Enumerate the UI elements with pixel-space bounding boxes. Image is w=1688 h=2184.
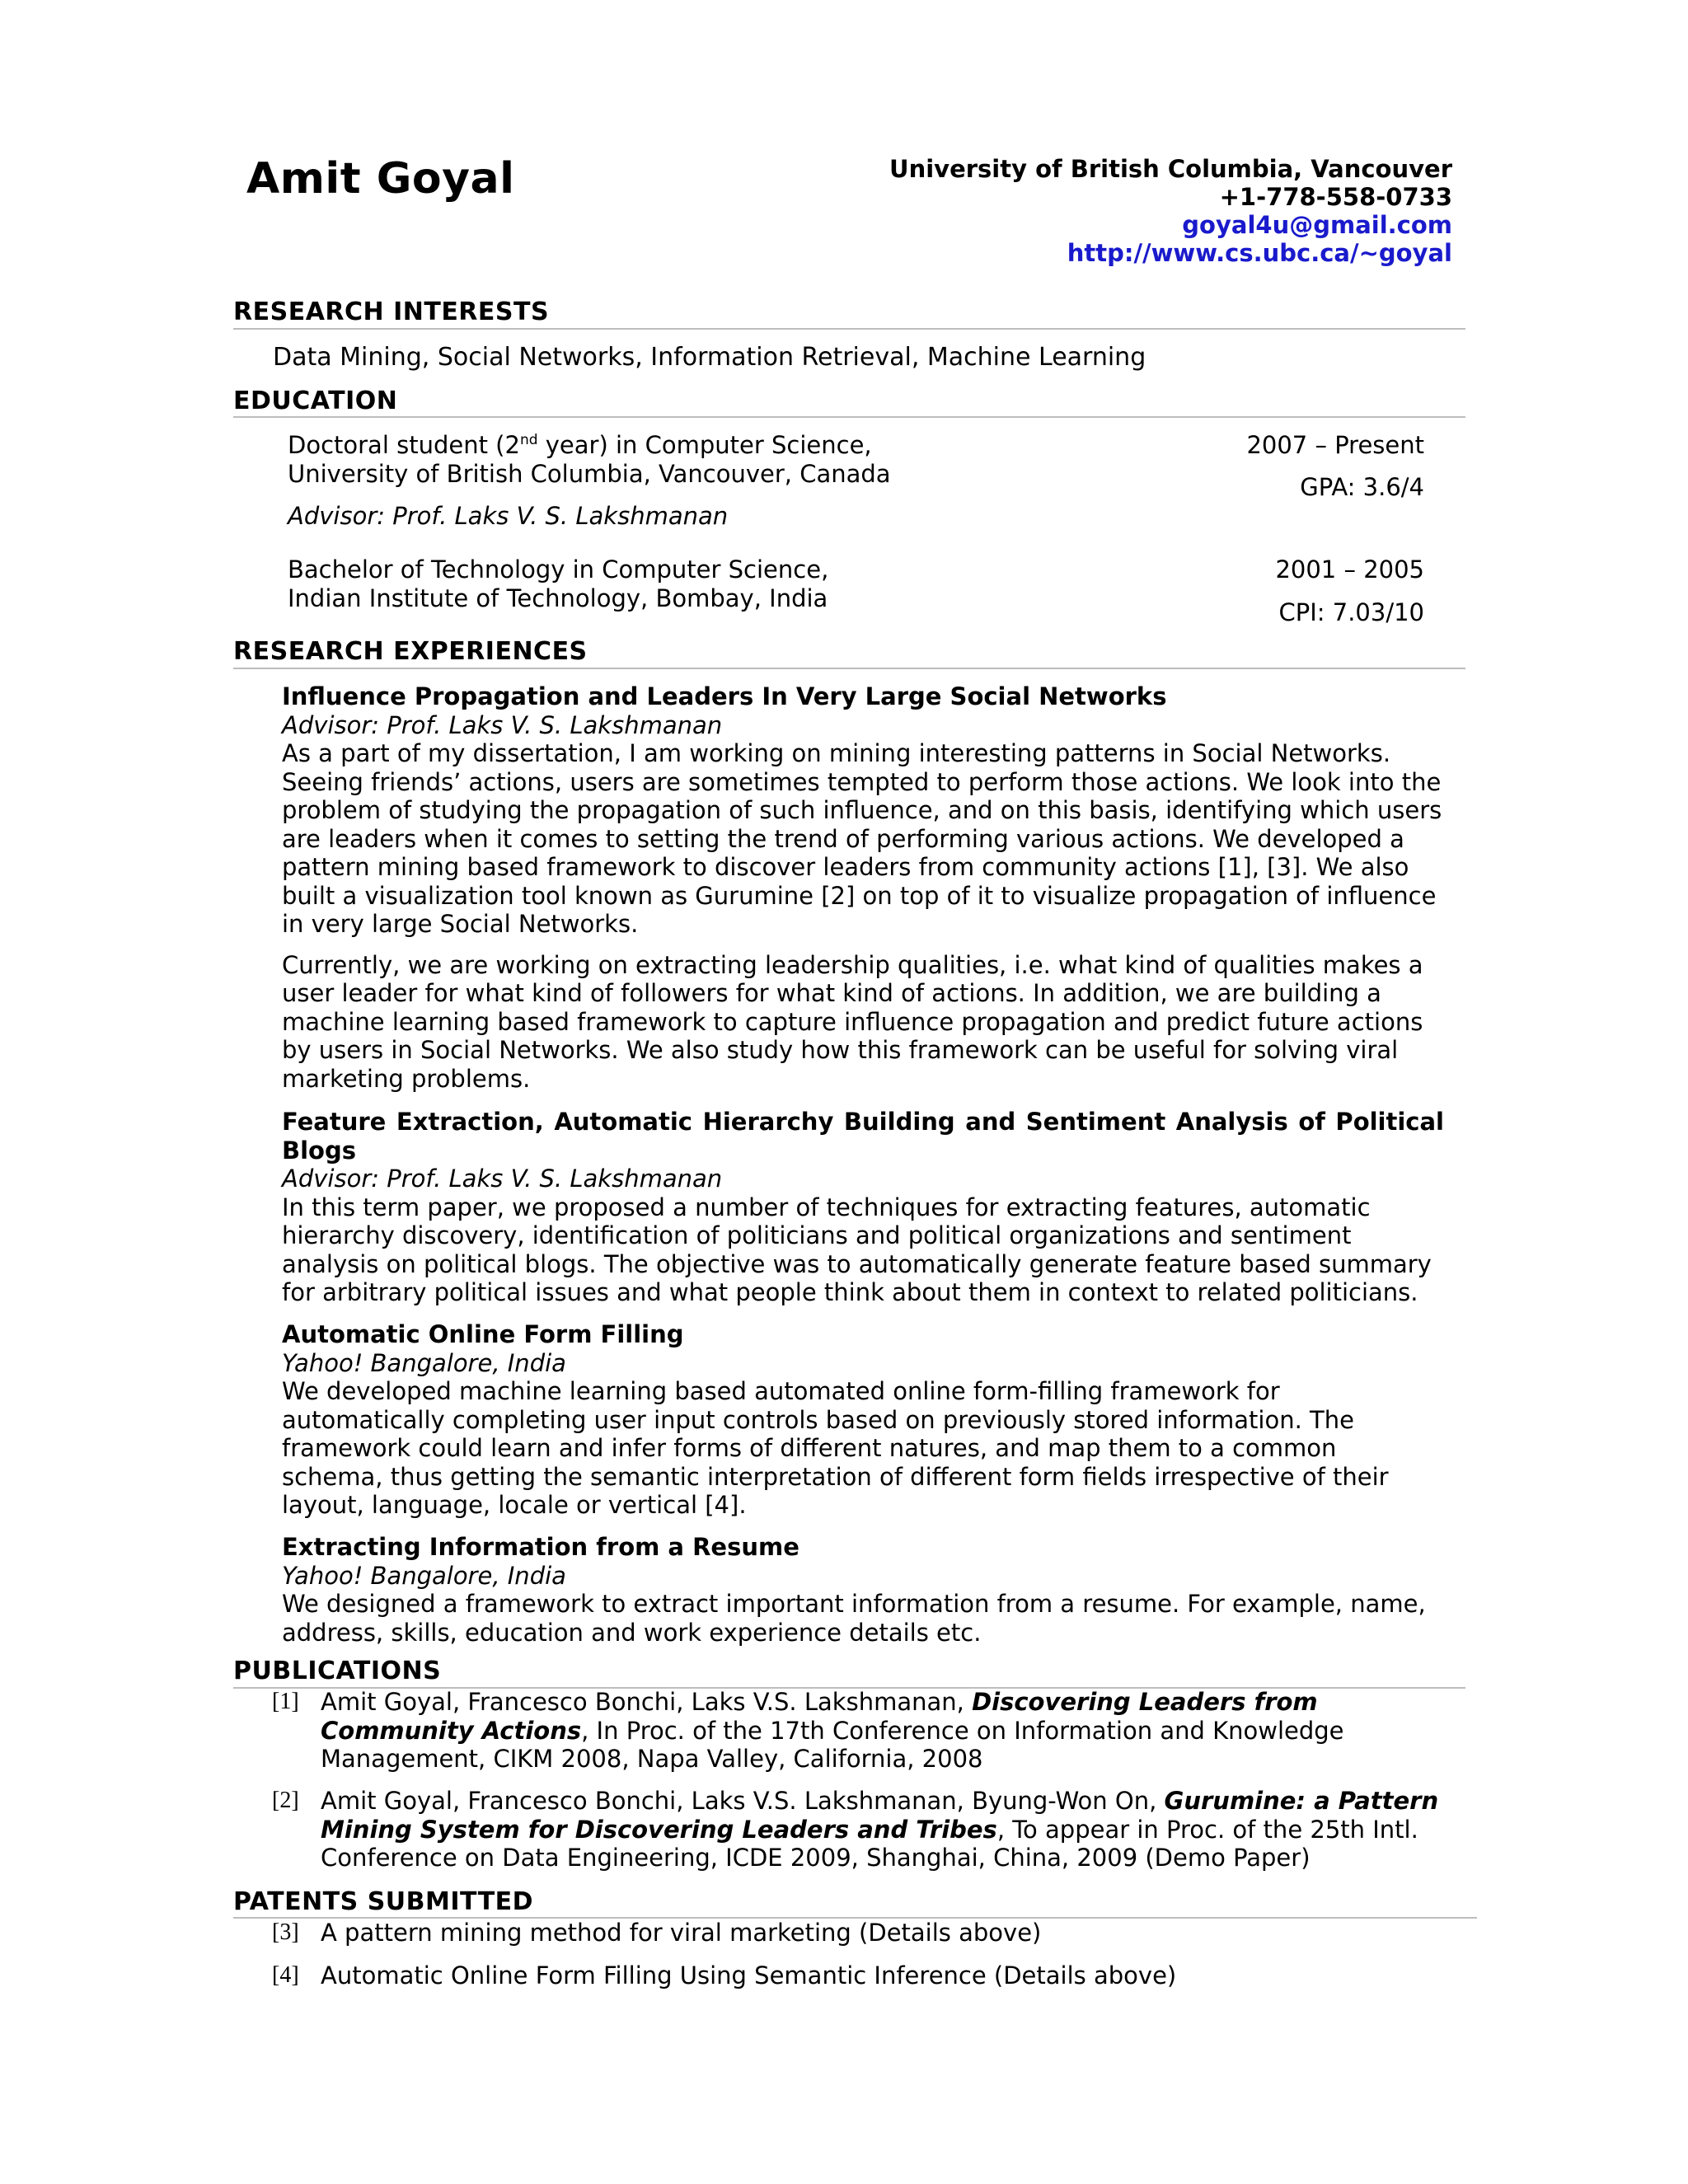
phd-gpa: GPA: 3.6/4 bbox=[1300, 473, 1424, 501]
patent-text: Automatic Online Form Filling Using Semantic Inference (Details above) bbox=[321, 1961, 1177, 1990]
experience-description: As a part of my dissertation, I am working on mining interesting patterns in Social Networks. Seeing friends’ actions, users are sometimes tempted to perform those actions. We look into the problem of studying the propagation of such influence, and on this basis, identifying which users are leaders when it comes to setting the trend of performing various actions. We developed a pattern mining based framework to discover leaders from community actions [1], [3]. We also built a visualization tool known as Gurumine [2] on top of it to visualize propagation of influence in very large Social Networks. bbox=[282, 739, 1442, 938]
patent-text: A pattern mining method for viral marketing (Details above) bbox=[321, 1919, 1042, 1947]
btech-school: Indian Institute of Technology, Bombay, India bbox=[288, 583, 828, 612]
experience-political-blogs bbox=[282, 1108, 1444, 1319]
experience-affiliation: Yahoo! Bangalore, India bbox=[282, 1348, 566, 1377]
patent-number: [3] bbox=[272, 1919, 299, 1945]
patent-item bbox=[272, 1961, 1459, 1990]
publication-item bbox=[272, 1787, 1459, 1872]
education-btech bbox=[288, 555, 828, 612]
experience-description: Currently, we are working on extracting leadership qualities, i.e. what kind of qualities makes a user leader for what kind of followers for what kind of actions. In addition, we are building a machine learning based framework to capture influence propagation and predict future actions by users in Social Networks. We also study how this framework can be useful for solving viral marketing problems. bbox=[282, 950, 1423, 1093]
phd-dates: 2007 – Present bbox=[1246, 431, 1424, 459]
publication-item bbox=[272, 1688, 1459, 1774]
experience-title: Feature Extraction, Automatic Hierarchy Building and Sentiment Analysis of Political Blogs bbox=[282, 1108, 1444, 1165]
section-title-publications: PUBLICATIONS bbox=[233, 1657, 442, 1685]
research-interests-text: Data Mining, Social Networks, Information Retrieval, Machine Learning bbox=[273, 343, 1146, 372]
section-divider bbox=[233, 328, 1465, 330]
email-link[interactable]: goyal4u@gmail.com bbox=[1182, 211, 1452, 239]
experience-title: Extracting Information from a Resume bbox=[282, 1533, 799, 1561]
section-title-patents: PATENTS SUBMITTED bbox=[233, 1887, 534, 1916]
website-link[interactable]: http://www.cs.ubc.ca/~goyal bbox=[1067, 239, 1452, 267]
publication-title: Gurumine: a Pattern Mining System for Discovering Leaders and Tribes bbox=[321, 1787, 1439, 1844]
section-divider bbox=[233, 668, 1465, 669]
experience-advisor: Advisor: Prof. Laks V. S. Lakshmanan bbox=[282, 710, 723, 739]
patent-number: [4] bbox=[272, 1962, 299, 1988]
experience-description: We developed machine learning based automated online form-filling framework for automatically completing user input controls based on previously stored information. The framework could learn and infer forms of different natures, and map them to a common schema, thus getting the semantic interpretation of different form fields irrespective of their layout, language, locale or vertical [4]. bbox=[282, 1377, 1389, 1519]
btech-dates: 2001 – 2005 bbox=[1275, 555, 1424, 583]
btech-cpi: CPI: 7.03/10 bbox=[1278, 598, 1424, 626]
experience-description: We designed a framework to extract important information from a resume. For example, name, address, skills, education and work experience details etc. bbox=[282, 1590, 1426, 1647]
contact-block bbox=[889, 155, 1452, 267]
experience-form-filling bbox=[282, 1320, 1444, 1532]
experience-influence-propagation bbox=[282, 682, 1444, 1105]
education-phd bbox=[288, 431, 891, 531]
publication-title: Discovering Leaders from Community Actions bbox=[321, 1688, 1318, 1745]
experience-resume-extraction bbox=[282, 1533, 1444, 1659]
candidate-name: Amit Goyal bbox=[246, 154, 515, 204]
section-title-research-interests: RESEARCH INTERESTS bbox=[233, 298, 550, 326]
publication-number: [1] bbox=[272, 1689, 299, 1714]
patent-item bbox=[272, 1919, 1459, 1947]
phd-school: University of British Columbia, Vancouver, Canada bbox=[288, 459, 891, 488]
experience-advisor: Advisor: Prof. Laks V. S. Lakshmanan bbox=[282, 1165, 723, 1193]
affiliation: University of British Columbia, Vancouver bbox=[889, 155, 1452, 183]
publication-number: [2] bbox=[272, 1788, 299, 1813]
phone-number: +1-778-558-0733 bbox=[1219, 183, 1452, 211]
experience-description: In this term paper, we proposed a number of techniques for extracting features, automatic hierarchy discovery, identification of politicians and political organizations and sentiment analysis on political blogs. The objective was to automatically generate feature based summary for arbitrary political issues and what people think about them in context to related politicians. bbox=[282, 1193, 1432, 1306]
experience-title: Influence Propagation and Leaders In Very Large Social Networks bbox=[282, 682, 1167, 710]
phd-degree: Doctoral student (2nd year) in Computer Science, bbox=[288, 431, 872, 459]
experience-affiliation: Yahoo! Bangalore, India bbox=[282, 1561, 566, 1590]
btech-degree: Bachelor of Technology in Computer Science, bbox=[288, 555, 829, 583]
section-title-education: EDUCATION bbox=[233, 387, 398, 415]
publication-citation: Amit Goyal, Francesco Bonchi, Laks V.S. Lakshmanan, Discovering Leaders from Community Actions, In Proc. of the 17th Conference on Information and Knowledge Management, CIKM 2008, Napa Valley, California, 2008 bbox=[321, 1688, 1344, 1773]
section-title-research-experiences: RESEARCH EXPERIENCES bbox=[233, 637, 588, 666]
experience-title: Automatic Online Form Filling bbox=[282, 1320, 684, 1348]
phd-advisor: Advisor: Prof. Laks V. S. Lakshmanan bbox=[288, 502, 729, 530]
section-divider bbox=[233, 416, 1465, 418]
publication-citation: Amit Goyal, Francesco Bonchi, Laks V.S. Lakshmanan, Byung-Won On, Gurumine: a Pattern Mining System for Discovering Leaders and Tribes, To appear in Proc. of the 25th Intl. Conference on Data Engineering, ICDE 2009, Shanghai, China, 2009 (Demo Paper) bbox=[321, 1787, 1439, 1872]
